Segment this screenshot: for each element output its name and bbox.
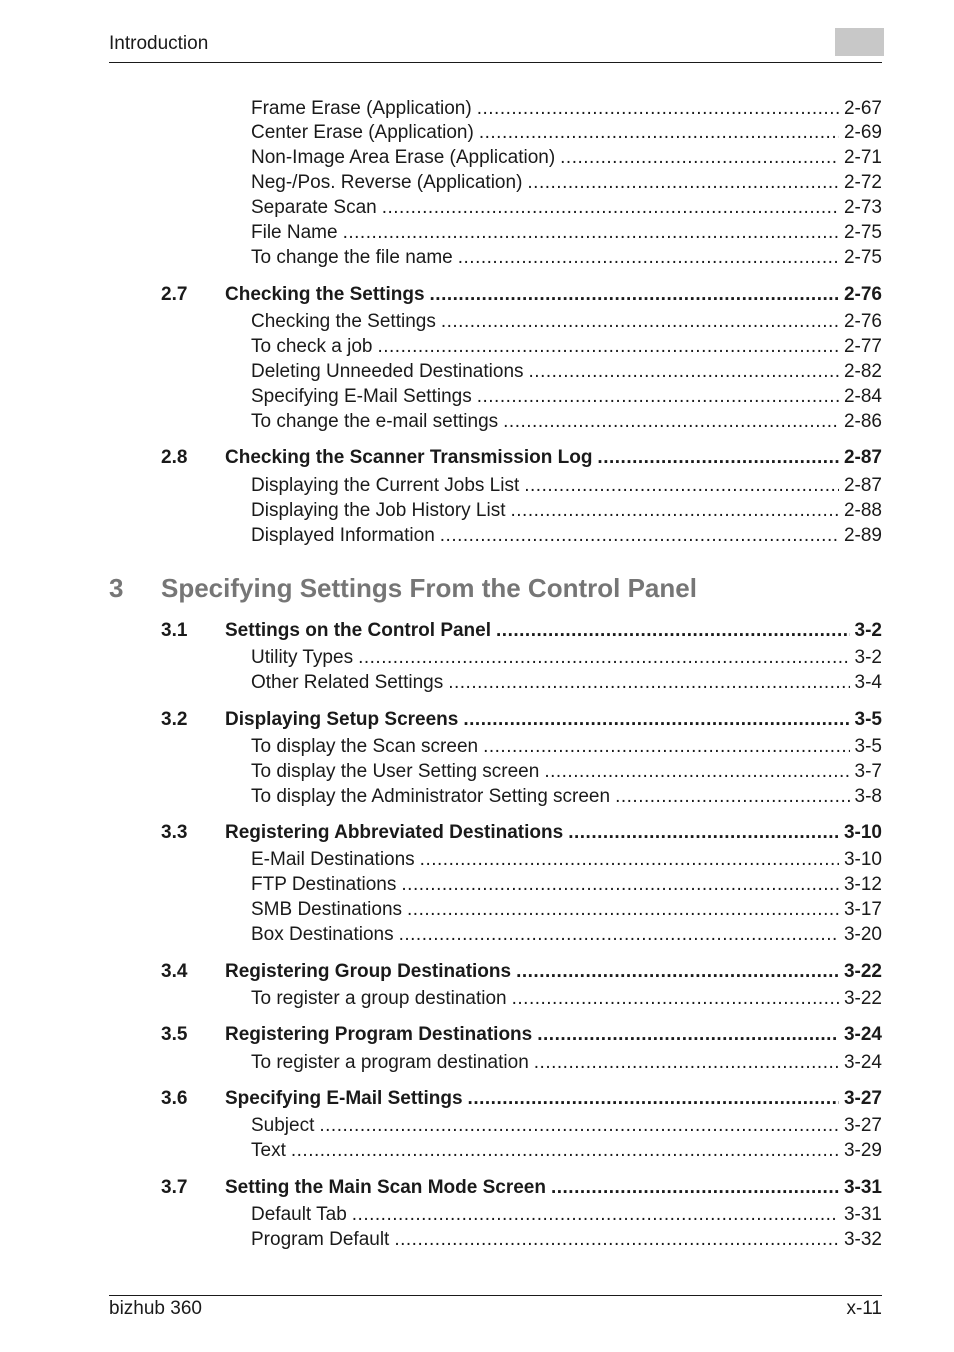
toc-page-number: 3-8 bbox=[854, 786, 882, 807]
toc-section-number: 3.7 bbox=[161, 1177, 188, 1198]
toc-section-entry[interactable] bbox=[161, 708, 882, 732]
toc-dot-leader bbox=[430, 283, 839, 307]
toc-page-number: 3-5 bbox=[854, 709, 882, 730]
toc-entry-title: Checking the Scanner Transmission Log bbox=[225, 447, 593, 468]
toc-dot-leader bbox=[544, 760, 849, 784]
toc-section-number: 3.5 bbox=[161, 1024, 188, 1045]
toc-dot-leader bbox=[377, 335, 839, 359]
toc-entry-title: Frame Erase (Application) bbox=[251, 98, 472, 119]
toc-dot-leader bbox=[524, 474, 839, 498]
toc-dot-leader bbox=[440, 524, 839, 548]
toc-section-number: 2.7 bbox=[161, 284, 188, 305]
toc-page-number: 2-67 bbox=[843, 98, 882, 119]
toc-dot-leader bbox=[516, 960, 839, 984]
footer-divider bbox=[109, 1295, 882, 1296]
toc-page-number: 3-12 bbox=[843, 874, 882, 895]
toc-entry-title: FTP Destinations bbox=[251, 874, 397, 895]
toc-entry[interactable] bbox=[251, 310, 882, 334]
toc-dot-leader bbox=[358, 646, 849, 670]
toc-page-number: 3-2 bbox=[854, 647, 882, 668]
toc-entry-title: Setting the Main Scan Mode Screen bbox=[225, 1177, 546, 1198]
toc-entry-title: To display the Scan screen bbox=[251, 736, 479, 757]
toc-entry[interactable] bbox=[251, 1203, 882, 1227]
toc-page-number: 2-77 bbox=[843, 336, 882, 357]
toc-page-number: 2-88 bbox=[843, 500, 882, 521]
toc-entry-title: E-Mail Destinations bbox=[251, 849, 415, 870]
toc-page-number: 3-10 bbox=[843, 822, 882, 843]
toc-section-entry[interactable] bbox=[161, 821, 882, 845]
toc-entry[interactable] bbox=[251, 873, 882, 897]
toc-entry[interactable] bbox=[251, 1228, 882, 1252]
toc-entry[interactable] bbox=[251, 196, 882, 220]
toc-entry-title: Displaying the Job History List bbox=[251, 500, 506, 521]
toc-entry-title: Deleting Unneeded Destinations bbox=[251, 361, 524, 382]
toc-entry-title: Checking the Settings bbox=[251, 311, 436, 332]
toc-dot-leader bbox=[597, 446, 839, 470]
toc-dot-leader bbox=[319, 1114, 839, 1138]
toc-section-entry[interactable] bbox=[161, 1087, 882, 1111]
toc-dot-leader bbox=[407, 898, 839, 922]
toc-page-number: 3-27 bbox=[843, 1088, 882, 1109]
toc-page-number: 2-89 bbox=[843, 525, 882, 546]
toc-entry-title: Specifying E-Mail Settings bbox=[225, 1088, 463, 1109]
toc-page-number: 3-24 bbox=[843, 1024, 882, 1045]
toc-entry[interactable] bbox=[251, 1114, 882, 1138]
footer-product: bizhub 360 bbox=[109, 1298, 202, 1319]
toc-page-number: 3-4 bbox=[854, 672, 882, 693]
toc-entry-title: To change the file name bbox=[251, 247, 453, 268]
toc-entry-title: Displaying the Current Jobs List bbox=[251, 475, 520, 496]
header-divider bbox=[109, 62, 882, 63]
toc-entry[interactable] bbox=[251, 221, 882, 245]
toc-entry-title: Specifying E-Mail Settings bbox=[251, 386, 472, 407]
toc-section-entry[interactable] bbox=[161, 446, 882, 470]
toc-page-number: 2-75 bbox=[843, 247, 882, 268]
toc-dot-leader bbox=[477, 385, 839, 409]
toc-entry-title: Separate Scan bbox=[251, 197, 377, 218]
toc-page-number: 2-73 bbox=[843, 197, 882, 218]
toc-dot-leader bbox=[479, 121, 839, 145]
toc-entry[interactable] bbox=[251, 923, 882, 947]
toc-page-number: 2-76 bbox=[843, 284, 882, 305]
toc-entry[interactable] bbox=[251, 246, 882, 270]
toc-dot-leader bbox=[448, 671, 849, 695]
toc-dot-leader bbox=[458, 246, 839, 270]
footer-page-number: x-11 bbox=[846, 1298, 882, 1319]
toc-page-number: 3-32 bbox=[843, 1229, 882, 1250]
toc-entry[interactable] bbox=[251, 760, 882, 784]
toc-dot-leader bbox=[463, 708, 849, 732]
toc-page-number: 3-24 bbox=[843, 1052, 882, 1073]
toc-dot-leader bbox=[496, 619, 850, 643]
toc-dot-leader bbox=[477, 97, 839, 121]
toc-dot-leader bbox=[352, 1203, 839, 1227]
toc-entry[interactable] bbox=[251, 335, 882, 359]
page-header-title: Introduction bbox=[109, 33, 209, 54]
toc-page-number: 3-27 bbox=[843, 1115, 882, 1136]
toc-section-entry[interactable] bbox=[161, 1023, 882, 1047]
toc-entry-title: Utility Types bbox=[251, 647, 354, 668]
toc-section-entry[interactable] bbox=[161, 619, 882, 643]
toc-entry[interactable] bbox=[251, 97, 882, 121]
toc-page-number: 2-71 bbox=[843, 147, 882, 168]
chapter-heading bbox=[109, 573, 697, 604]
toc-page-number: 3-2 bbox=[854, 620, 882, 641]
toc-entry[interactable] bbox=[251, 524, 882, 548]
toc-entry-title: To display the User Setting screen bbox=[251, 761, 540, 782]
toc-entry-title: Registering Abbreviated Destinations bbox=[225, 822, 564, 843]
toc-dot-leader bbox=[343, 221, 839, 245]
toc-entry-title: Program Default bbox=[251, 1229, 390, 1250]
toc-entry[interactable] bbox=[251, 898, 882, 922]
toc-dot-leader bbox=[511, 499, 839, 523]
toc-entry-title: File Name bbox=[251, 222, 338, 243]
toc-entry[interactable] bbox=[251, 410, 882, 434]
toc-entry[interactable] bbox=[251, 987, 882, 1011]
chapter-title: Specifying Settings From the Control Panel bbox=[161, 573, 697, 603]
toc-entry-title: To check a job bbox=[251, 336, 373, 357]
toc-dot-leader bbox=[527, 171, 839, 195]
toc-entry-title: Box Destinations bbox=[251, 924, 394, 945]
toc-dot-leader bbox=[560, 146, 839, 170]
toc-entry[interactable] bbox=[251, 848, 882, 872]
toc-entry[interactable] bbox=[251, 146, 882, 170]
toc-dot-leader bbox=[382, 196, 839, 220]
toc-page-number: 2-86 bbox=[843, 411, 882, 432]
toc-section-entry[interactable] bbox=[161, 960, 882, 984]
toc-page-number: 2-82 bbox=[843, 361, 882, 382]
toc-page-number: 3-22 bbox=[843, 988, 882, 1009]
toc-dot-leader bbox=[503, 410, 839, 434]
toc-entry[interactable] bbox=[251, 171, 882, 195]
toc-entry[interactable] bbox=[251, 360, 882, 384]
toc-entry-title: To register a program destination bbox=[251, 1052, 529, 1073]
toc-entry-title: Non-Image Area Erase (Application) bbox=[251, 147, 556, 168]
toc-section-entry[interactable] bbox=[161, 1176, 882, 1200]
toc-dot-leader bbox=[615, 785, 849, 809]
toc-dot-leader bbox=[568, 821, 839, 845]
toc-dot-leader bbox=[399, 923, 839, 947]
toc-page-number: 3-31 bbox=[843, 1204, 882, 1225]
toc-dot-leader bbox=[529, 360, 839, 384]
toc-entry-title: Neg-/Pos. Reverse (Application) bbox=[251, 172, 523, 193]
toc-page-number: 3-20 bbox=[843, 924, 882, 945]
toc-page-number: 2-87 bbox=[843, 475, 882, 496]
toc-dot-leader bbox=[291, 1139, 839, 1163]
toc-entry-title: Checking the Settings bbox=[225, 284, 425, 305]
toc-entry[interactable] bbox=[251, 671, 882, 695]
toc-entry-title: To change the e-mail settings bbox=[251, 411, 499, 432]
toc-entry-title: Displaying Setup Screens bbox=[225, 709, 459, 730]
toc-page-number: 3-10 bbox=[843, 849, 882, 870]
toc-entry-title: To register a group destination bbox=[251, 988, 507, 1009]
toc-entry[interactable] bbox=[251, 646, 882, 670]
toc-page-number: 2-84 bbox=[843, 386, 882, 407]
toc-dot-leader bbox=[551, 1176, 839, 1200]
toc-dot-leader bbox=[537, 1023, 839, 1047]
toc-page-number: 3-5 bbox=[854, 736, 882, 757]
toc-entry-title: Displayed Information bbox=[251, 525, 435, 546]
toc-entry[interactable] bbox=[251, 1139, 882, 1163]
toc-entry-title: SMB Destinations bbox=[251, 899, 403, 920]
toc-entry[interactable] bbox=[251, 121, 882, 145]
toc-dot-leader bbox=[394, 1228, 839, 1252]
toc-entry-title: Other Related Settings bbox=[251, 672, 444, 693]
chapter-number: 3 bbox=[109, 573, 124, 603]
toc-entry[interactable] bbox=[251, 1051, 882, 1075]
toc-entry-title: Registering Group Destinations bbox=[225, 961, 512, 982]
toc-page-number: 3-31 bbox=[843, 1177, 882, 1198]
toc-dot-leader bbox=[512, 987, 839, 1011]
toc-entry-title: Settings on the Control Panel bbox=[225, 620, 492, 641]
toc-page-number: 3-22 bbox=[843, 961, 882, 982]
toc-page-number: 2-76 bbox=[843, 311, 882, 332]
toc-page-number: 3-29 bbox=[843, 1140, 882, 1161]
toc-section-number: 3.4 bbox=[161, 961, 188, 982]
toc-section-number: 3.3 bbox=[161, 822, 188, 843]
toc-entry[interactable] bbox=[251, 474, 882, 498]
toc-entry-title: Subject bbox=[251, 1115, 315, 1136]
toc-page-number: 2-69 bbox=[843, 122, 882, 143]
toc-section-number: 3.2 bbox=[161, 709, 188, 730]
toc-page-number: 3-7 bbox=[854, 761, 882, 782]
toc-page-number: 2-72 bbox=[843, 172, 882, 193]
toc-entry[interactable] bbox=[251, 385, 882, 409]
toc-dot-leader bbox=[483, 735, 849, 759]
toc-entry-title: To display the Administrator Setting screen bbox=[251, 786, 611, 807]
toc-entry-title: Registering Program Destinations bbox=[225, 1024, 533, 1045]
toc-dot-leader bbox=[534, 1051, 839, 1075]
toc-page-number: 2-87 bbox=[843, 447, 882, 468]
toc-entry-title: Default Tab bbox=[251, 1204, 347, 1225]
toc-entry[interactable] bbox=[251, 499, 882, 523]
toc-section-number: 2.8 bbox=[161, 447, 188, 468]
toc-section-entry[interactable] bbox=[161, 283, 882, 307]
toc-entry-title: Text bbox=[251, 1140, 286, 1161]
toc-section-number: 3.1 bbox=[161, 620, 188, 641]
toc-entry[interactable] bbox=[251, 785, 882, 809]
toc-entry[interactable] bbox=[251, 735, 882, 759]
toc-dot-leader bbox=[401, 873, 839, 897]
toc-dot-leader bbox=[441, 310, 839, 334]
toc-entry-title: Center Erase (Application) bbox=[251, 122, 474, 143]
toc-dot-leader bbox=[468, 1087, 839, 1111]
toc-dot-leader bbox=[420, 848, 839, 872]
toc-section-number: 3.6 bbox=[161, 1088, 188, 1109]
header-tab-marker bbox=[835, 28, 884, 56]
toc-page-number: 2-75 bbox=[843, 222, 882, 243]
toc-page-number: 3-17 bbox=[843, 899, 882, 920]
